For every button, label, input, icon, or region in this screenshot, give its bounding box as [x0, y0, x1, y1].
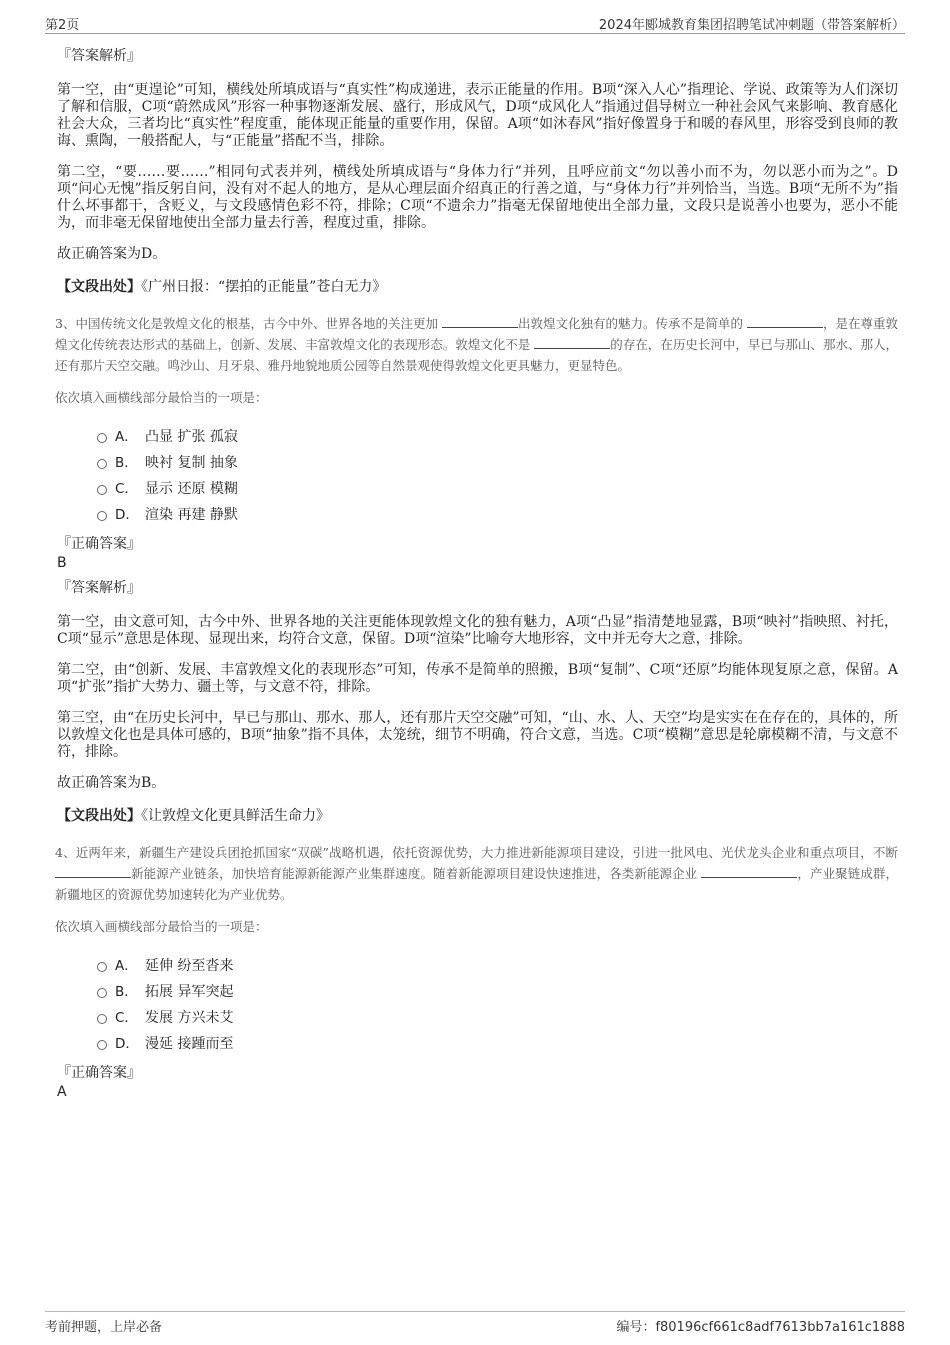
footer-slogan: 考前押题，上岸必备	[45, 1320, 163, 1335]
option-a[interactable]: A． 延伸 纷至沓来	[97, 953, 898, 979]
radio-icon[interactable]	[97, 459, 107, 469]
question-4-prompt: 依次填入画横线部分最恰当的一项是：	[55, 919, 268, 934]
source-title: 《广州日报：“摆拍的正能量”苍白无力》	[141, 279, 387, 295]
page-footer	[45, 1316, 905, 1334]
page-number: 第2页	[45, 18, 80, 33]
fill-blank	[747, 315, 823, 328]
analysis-paragraph: 第一空，由文意可知，古今中外、世界各地的关注更能体现敦煌文化的独有魅力，A项“凸显”指清楚地显露，B项“映衬”指映照、衬托，C项“显示”意思是体现、显现出来，均符合文意，保留。D项“渲染”比喻夸大地形容，文中并无夸大之意，排除。	[57, 614, 898, 647]
header-divider	[45, 33, 905, 34]
radio-icon[interactable]	[97, 433, 107, 443]
radio-icon[interactable]	[97, 988, 107, 998]
analysis-conclusion: 故正确答案为D。	[57, 246, 167, 262]
page-content	[57, 46, 898, 1107]
question-4-stem: 4、近两年来，新疆生产建设兵团抢抓国家“双碳”战略机遇，依托资源优势，大力推进新能源项目建设，引进一批风电、光伏龙头企业和重点项目，不断 新能源产业链条，加快培育能源新能源产业集群速度。随着新能源项目建设快速推进，各类新能源企业 ，产业聚链成群，新疆地区的资源优势加速转化为产业优势。	[55, 845, 898, 902]
correct-answer: B	[57, 555, 67, 571]
source-label: 【文段出处】	[57, 279, 141, 295]
radio-icon[interactable]	[97, 1040, 107, 1050]
option-d[interactable]: D． 漫延 接踵而至	[97, 1031, 898, 1057]
source-title: 《让敦煌文化更具鲜活生命力》	[141, 808, 330, 824]
document-id: 编号：f80196cf661c8adf7613bb7a161c1888	[616, 1320, 905, 1335]
analysis-label: 『答案解析』	[57, 48, 141, 64]
analysis-paragraph: 第一空，由“更遑论”可知，横线处所填成语与“真实性”构成递进，表示正能量的作用。B项“深入人心”指理论、学说、政策等为人们深切了解和信服，C项“蔚然成风”形容一种事物逐渐发展、盛行，形成风气，D项“成风化人”指通过倡导树立一种社会风气来影响、教育感化社会大众，三者均比“真实性”程度重，能体现正能量的重要作用，保留。A项“如沐春风”指好像置身于和暖的春风里，形容受到良师的教诲、熏陶，一般搭配人，与“正能量”搭配不当，排除。	[57, 82, 898, 149]
fill-blank	[442, 315, 518, 328]
analysis-conclusion: 故正确答案为B。	[57, 775, 166, 791]
fill-blank	[701, 865, 797, 878]
analysis-paragraph: 第二空，“要……要……”相同句式表并列，横线处所填成语与“身体力行”并列，且呼应前文“勿以善小而不为，勿以恶小而为之”。D项“问心无愧”指反躬自问，没有对不起人的地方，是从心理层面介绍真正的行善之道，与“身体力行”并列恰当，当选。B项“无所不为”指什么坏事都干，含贬义，与文段感情色彩不符，排除；C项“不遗余力”指毫无保留地使出全部力量，文段只是说善小也要为，恶小不能为，而非毫无保留地使出全部力量去行善，程度过重，排除。	[57, 164, 898, 231]
question-3-prompt: 依次填入画横线部分最恰当的一项是：	[55, 390, 268, 405]
source-label: 【文段出处】	[57, 808, 141, 824]
correct-answer: A	[57, 1084, 67, 1100]
source-citation	[57, 806, 898, 826]
option-d[interactable]: D． 渲染 再建 静默	[97, 502, 898, 528]
option-c[interactable]: C． 发展 方兴未艾	[97, 1005, 898, 1031]
fill-blank	[534, 336, 610, 349]
option-c[interactable]: C． 显示 还原 模糊	[97, 476, 898, 502]
radio-icon[interactable]	[97, 1014, 107, 1024]
analysis-paragraph: 第三空，由“在历史长河中，早已与那山、那水、那人，还有那片天空交融”可知，“山、水、人、天空”均是实实在在存在的，具体的，所以敦煌文化也是具体可感的，B项“抽象”指不具体，太笼统，细节不明确，符合文意，当选。C项“模糊”意思是轮廓模糊不清，与文意不符，排除。	[57, 710, 898, 760]
radio-icon[interactable]	[97, 511, 107, 521]
correct-answer-label: 『正确答案』	[57, 536, 141, 552]
footer-divider	[45, 1311, 905, 1312]
source-citation	[57, 277, 898, 297]
question-4-options	[97, 953, 898, 1057]
option-a[interactable]: A． 凸显 扩张 孤寂	[97, 424, 898, 450]
page-header	[45, 14, 905, 32]
option-b[interactable]: B． 拓展 异军突起	[97, 979, 898, 1005]
analysis-paragraph: 第二空，由“创新、发展、丰富敦煌文化的表现形态”可知，传承不是简单的照搬，B项“复制”、C项“还原”均能体现复原之意，保留。A项“扩张”指扩大势力、疆土等，与文意不符，排除。	[57, 662, 898, 695]
fill-blank	[55, 865, 131, 878]
document-title: 2024年郾城教育集团招聘笔试冲刺题（带答案解析）	[598, 18, 905, 33]
question-3-options	[97, 424, 898, 528]
question-3-stem: 3、中国传统文化是敦煌文化的根基，古今中外、世界各地的关注更加 出敦煌文化独有的魅力。传承不是简单的 ，是在尊重敦煌文化传统表达形式的基础上，创新、发展、丰富敦煌文化的表现形态。敦煌文化不是 的存在，在历史长河中，早已与那山、那水、那人，还有那片天空交融。鸣沙山、月牙泉、雅丹地貌地质公园等自然景观使得敦煌文化更具魅力，更显特色。	[55, 316, 898, 373]
analysis-label: 『答案解析』	[57, 580, 141, 596]
radio-icon[interactable]	[97, 962, 107, 972]
correct-answer-label: 『正确答案』	[57, 1065, 141, 1081]
option-b[interactable]: B． 映衬 复制 抽象	[97, 450, 898, 476]
radio-icon[interactable]	[97, 485, 107, 495]
